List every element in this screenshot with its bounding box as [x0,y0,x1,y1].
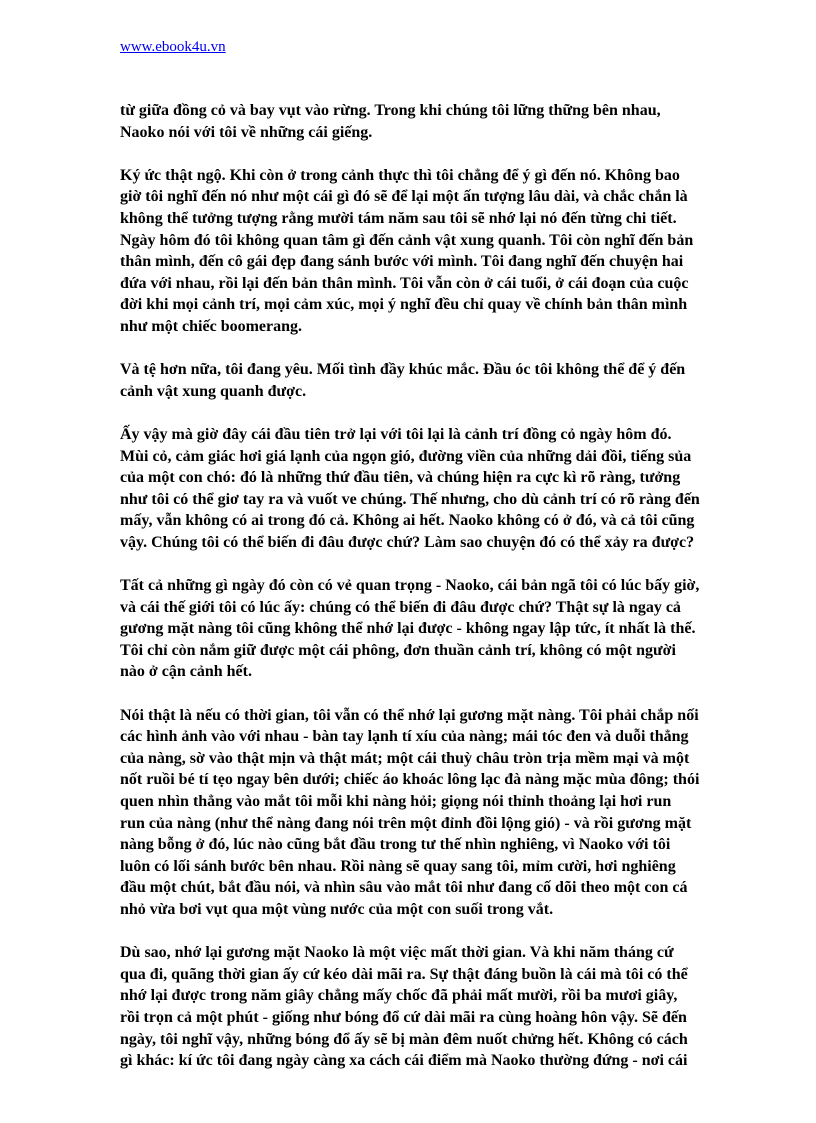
paragraph: Tất cả những gì ngày đó còn có vẻ quan trọng - Naoko, cái bản ngã tôi có lúc bấy giờ, và cái thế giới tôi có lúc ấy: chúng có thể biến đi đâu được chứ? Thật sự là ngay cả gương mặt nàng tôi cũng không thể nhớ lại được - không ngay lập tức, ít nhất là thế. Tôi chỉ còn nắm giữ được một cái phông, đơn thuần cảnh trí, không có một người nào ở cận cảnh hết. [120,577,700,681]
paragraph: Nói thật là nếu có thời gian, tôi vẫn có thể nhớ lại gương mặt nàng. Tôi phải chắp nối các hình ảnh vào với nhau - bàn tay lạnh tí xíu của nàng; mái tóc đen và duỗi thẳng của nàng, sờ vào thật mịn và thật mát; một cái thuỳ châu tròn trịa mềm mại và một nốt ruồi bé tí tẹo ngay bên dưới; chiếc áo khoác lông lạc đà nàng mặc mùa đông; thói quen nhìn thẳng vào mắt tôi mỗi khi nàng hỏi; giọng nói thỉnh thoảng lại hơi run run của nàng (như thể nàng đang nói trên một đỉnh đồi lộng gió) - và rồi gương mặt nàng bỗng ở đó, lúc nào cũng bắt đầu trong tư thế nhìn nghiêng, vì Naoko với tôi luôn có lối sánh bước bên nhau. Rồi nàng sẽ quay sang tôi, mỉm cười, hơi nghiêng đầu một chút, bắt đầu nói, và nhìn sâu vào mắt tôi như đang cố dõi theo một con cá nhỏ vừa bơi vụt qua một vùng nước của một con suối trong vắt. [120,706,700,918]
paragraph: Và tệ hơn nữa, tôi đang yêu. Mối tình đầy khúc mắc. Đầu óc tôi không thể để ý đến cảnh vật xung quanh được. [120,361,686,400]
paragraph: Dù sao, nhớ lại gương mặt Naoko là một việc mất thời gian. Và khi năm tháng cứ qua đi, quãng thời gian ấy cứ kéo dài mãi ra. Sự thật đáng buồn là cái mà tôi có thể nhớ lại được trong năm giây chẳng mấy chốc đã phải mất mười, rồi ba mươi giây, rồi trọn cả một phút - giống như bóng đổ cứ dài mãi ra cùng hoàng hôn vậy. Sẽ đến ngày, tôi nghĩ vậy, những bóng đổ ấy sẽ bị màn đêm nuốt chửng hết. Không có cách gì khác: kí ức tôi đang ngày càng xa cách cái điểm mà Naoko thường đứng - nơi cái [120,944,688,1070]
paragraph: Ký ức thật ngộ. Khi còn ở trong cảnh thực thì tôi chẳng để ý gì đến nó. Không bao giờ tôi nghĩ đến nó như một cái gì đó sẽ để lại một ấn tượng lâu dài, và chắc chắn là không thể tưởng tượng rằng mười tám năm sau tôi sẽ nhớ lại nó đến từng chi tiết. Ngày hôm đó tôi không quan tâm gì đến cảnh vật xung quanh. Tôi còn nghĩ đến bản thân mình, đến cô gái đẹp đang sánh bước với mình. Tôi đang nghĩ đến chuyện hai đứa với nhau, rồi lại đến bản thân mình. Tôi vẫn còn ở cái tuổi, ở cái đoạn của cuộc đời khi mọi cảnh trí, mọi cảm xúc, mọi ý nghĩ đều chỉ quay về chính bản thân mình như một chiếc boomerang. [120,166,694,335]
paragraph: Ấy vậy mà giờ đây cái đầu tiên trở lại với tôi lại là cảnh trí đồng cỏ ngày hôm đó. Mùi cỏ, cảm giác hơi giá lạnh của ngọn gió, đường viền của những dải đồi, tiếng sủa của một con chó: đó là những thứ đầu tiên, và chúng hiện ra cực kì rõ ràng, tưởng như tôi có thể giơ tay ra và vuốt ve chúng. Thế nhưng, cho dù cảnh trí có rõ ràng đến mấy, vẫn không có ai trong đó cả. Không ai hết. Naoko không có ở đó, và cả tôi cũng vậy. Chúng tôi có thể biến đi đâu được chứ? Làm sao chuyện đó có thể xảy ra được? [120,425,700,551]
document-body [120,100,700,1093]
paragraph: từ giữa đồng cỏ và bay vụt vào rừng. Trong khi chúng tôi lững thững bên nhau, Naoko nói với tôi về những cái giếng. [120,102,661,141]
header-website-link[interactable]: www.ebook4u.vn [120,39,226,55]
